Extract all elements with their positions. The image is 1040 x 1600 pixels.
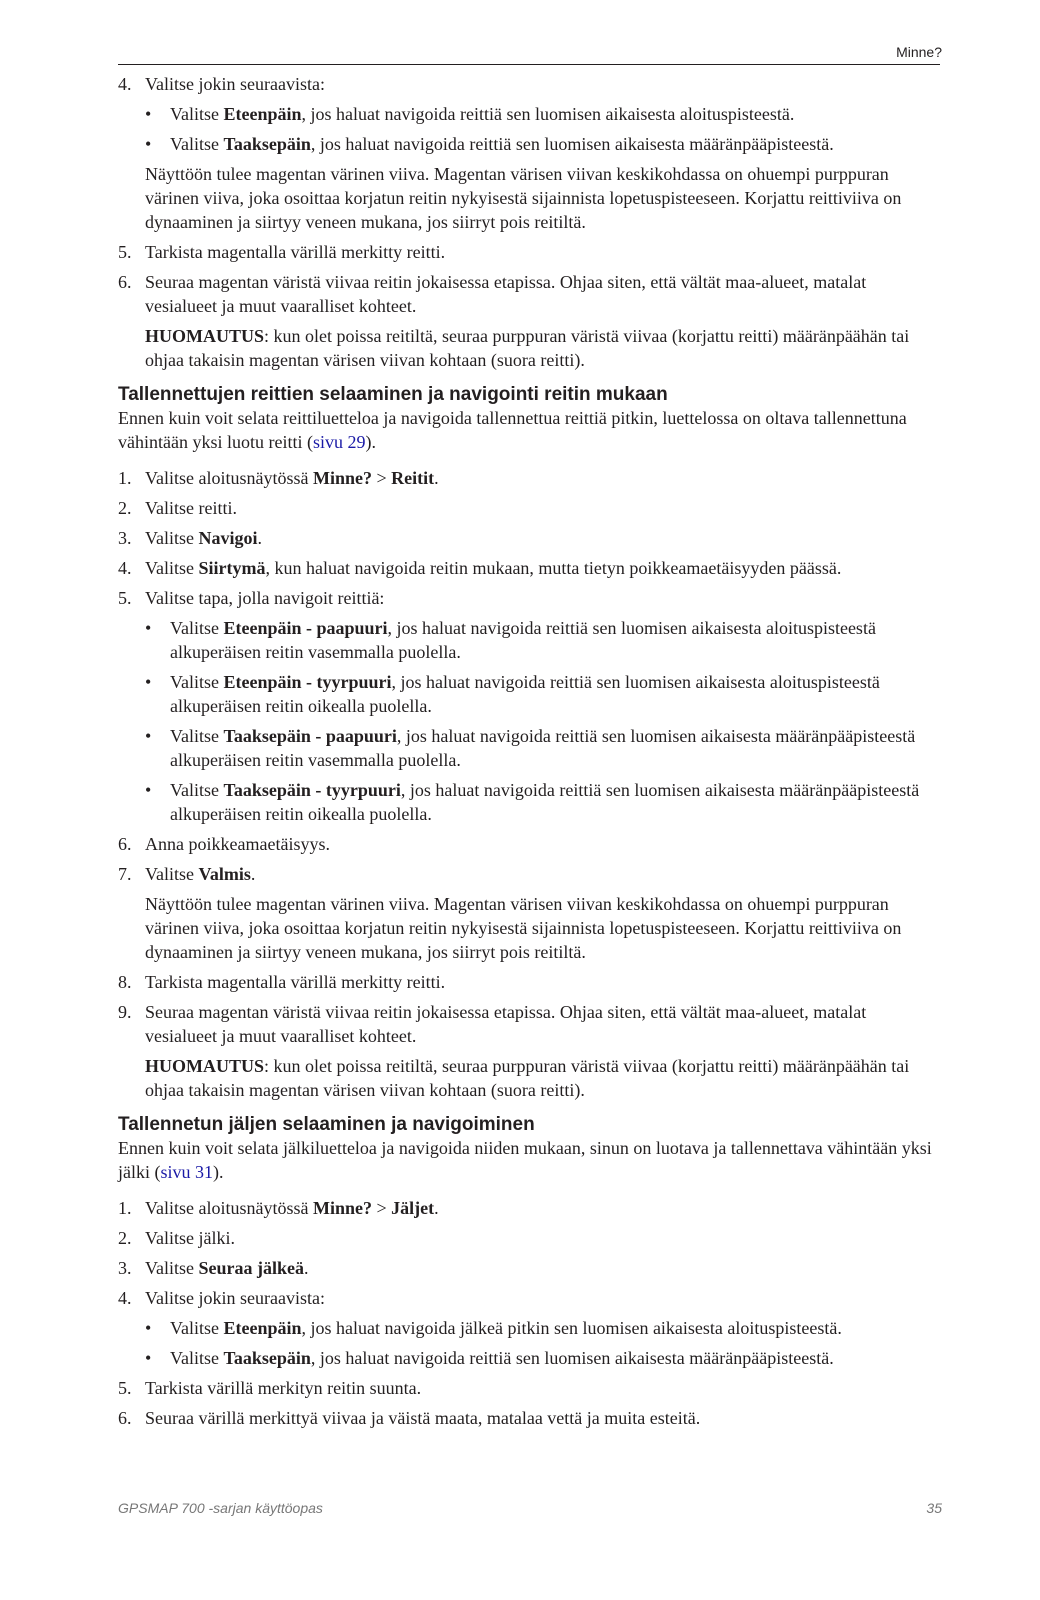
step-text: , kun haluat navigoida reitin mukaan, mutta tietyn poikkeamaetäisyyden päässä. [265,558,842,578]
step-text: Valitse tapa, jolla navigoit reittiä: [145,588,385,608]
step-text: . [434,468,439,488]
section-intro [118,406,940,454]
bullet-text: , jos haluat navigoida reittiä sen luomisen aikaisesta määränpääpisteestä alkuperäisen reitin oikealla puolella. [170,780,920,824]
bullet-text: , jos haluat navigoida reittiä sen luomisen aikaisesta määränpääpisteestä. [310,1348,834,1368]
step-text: Valitse aloitusnäytössä [145,468,313,488]
bullet-text: , jos haluat navigoida reittiä sen luomisen aikaisesta aloituspisteestä alkuperäisen reitin vasemmalla puolella. [170,618,876,662]
list-item [118,1000,940,1048]
step-number: 5. [118,588,132,608]
option-name: Eteenpäin [223,104,302,124]
bullet-item [118,778,940,826]
bullet-item [118,616,940,664]
step-number: 6. [118,272,132,292]
step-text: Valitse jälki. [145,1228,235,1248]
bullet-mark: • [145,780,152,800]
bullet-item [118,132,940,156]
bullet-item [118,1346,940,1370]
bullet-text: Valitse [170,726,224,746]
bullet-item [118,102,940,126]
note-label: HUOMAUTUS [145,326,265,346]
step-text: Valitse jokin seuraavista: [145,74,325,94]
intro-text: Ennen kuin voit selata reittiluetteloa ja navigoida tallennettua reittiä pitkin, luettelossa on oltava tallennettuna vähintään yksi luotu reitti ( [118,408,907,452]
bullet-item [118,724,940,772]
step-text: Seuraa värillä merkittyä viivaa ja väistä maata, matalaa vettä ja muita esteitä. [145,1408,701,1428]
bullet-mark: • [145,726,152,746]
step-text: . [250,864,256,884]
bullet-text: , jos haluat navigoida reittiä sen luomisen aikaisesta aloituspisteestä. [301,104,795,124]
option-name: Eteenpäin - paapuuri [223,618,388,638]
step-text: Valitse [145,864,199,884]
step-text: Valitse [145,528,199,548]
list-item [118,1226,940,1250]
list-item [118,240,940,264]
step-text: Tarkista magentalla värillä merkitty reitti. [145,242,446,262]
step-text: Valitse [145,1258,199,1278]
bullet-item [118,670,940,718]
step-text: . [304,1258,309,1278]
step-number: 3. [118,1258,132,1278]
bullet-text: Valitse [170,672,224,692]
option-name: Taaksepäin [223,1348,311,1368]
option-name: Taaksepäin - tyyrpuuri [223,780,401,800]
step-number: 6. [118,1408,132,1428]
bullet-mark: • [145,104,152,124]
step-text: Seuraa magentan väristä viivaa reitin jokaisessa etapissa. Ohjaa siten, että vältät maa-alueet, matalat vesialueet ja muut vaaralliset kohteet. [145,272,867,316]
option-name: Eteenpäin [223,1318,302,1338]
list-item [118,72,940,96]
option-name: Taaksepäin - paapuuri [223,726,397,746]
step-number: 4. [118,74,132,94]
step-number: 7. [118,864,132,884]
step-text: . [257,528,263,548]
list-item [118,1376,940,1400]
step-text: Anna poikkeamaetäisyys. [145,834,330,854]
step-number: 8. [118,972,132,992]
step-number: 4. [118,558,132,578]
step-text: Valitse aloitusnäytössä [145,1198,313,1218]
section-intro [118,1136,940,1184]
list-item [118,1256,940,1280]
bullet-mark: • [145,1348,152,1368]
header-rule [118,64,940,65]
note [118,324,940,372]
list-item [118,270,940,318]
step-number: 5. [118,242,132,262]
step-number: 1. [118,1198,132,1218]
bullet-text: , jos haluat navigoida jälkeä pitkin sen luomisen aikaisesta aloituspisteestä. [301,1318,842,1338]
option-name: Siirtymä [198,558,266,578]
step-text: Valitse [145,558,199,578]
step-number: 2. [118,498,132,518]
option-name: Taaksepäin [223,134,311,154]
bullet-text: Valitse [170,1348,224,1368]
bullet-text: Valitse [170,780,224,800]
page-reference-link[interactable]: sivu 31 [160,1162,214,1182]
bullet-mark: • [145,134,152,154]
intro-text: ). [213,1162,224,1182]
footer-manual-title: GPSMAP 700 -sarjan käyttöopas [118,1500,323,1516]
bullet-text: Valitse [170,1318,224,1338]
bullet-mark: • [145,1318,152,1338]
bullet-text: Valitse [170,134,224,154]
section-heading-routes: Tallennettujen reittien selaaminen ja navigointi reitin mukaan [118,384,668,405]
note [118,1054,940,1102]
option-name: Eteenpäin - tyyrpuuri [223,672,392,692]
step-number: 4. [118,1288,132,1308]
step-text: . [434,1198,439,1218]
list-item [118,586,940,610]
magenta-line-description: Näyttöön tulee magentan värinen viiva. Magentan värisen viivan keskikohdassa on ohuempi purppuran värinen viiva, joka osoittaa korjatun reitin nykyisestä sijainnista lopetuspisteeseen. Korjattu reittiviiva on dynaaminen ja siirtyy veneen mukana, jos siirryt pois reitiltä. [145,164,902,232]
running-header-section: Minne? [896,44,942,60]
bullet-text: , jos haluat navigoida reittiä sen luomisen aikaisesta määränpääpisteestä alkuperäisen reitin vasemmalla puolella. [170,726,916,770]
option-name: Navigoi [198,528,258,548]
menu-separator: > [372,1198,392,1218]
routes-steps-list [118,466,940,1102]
bullet-mark: • [145,618,152,638]
menu-separator: > [372,468,392,488]
step-text: Tarkista värillä merkityn reitin suunta. [145,1378,422,1398]
step-number: 2. [118,1228,132,1248]
note-text: : kun olet poissa reitiltä, seuraa purppuran väristä viivaa (korjattu reitti) määränpäähän tai ohjaa takaisin magentan värisen viivan kohtaan (suora reitti). [145,1056,910,1100]
step-text: Seuraa magentan väristä viivaa reitin jokaisessa etapissa. Ohjaa siten, että vältät maa-alueet, matalat vesialueet ja muut vaaralliset kohteet. [145,1002,867,1046]
bullet-text: Valitse [170,104,224,124]
list-item [118,466,940,490]
bullet-text: Valitse [170,618,224,638]
step-number: 5. [118,1378,132,1398]
step-text: Valitse reitti. [145,498,237,518]
menu-name: Jäljet [391,1198,435,1218]
bullet-text: , jos haluat navigoida reittiä sen luomisen aikaisesta määränpääpisteestä. [310,134,834,154]
list-item [118,832,940,856]
intro-text: ). [365,432,376,452]
list-item [118,1196,940,1220]
list-item [118,556,940,580]
step-text: Valitse jokin seuraavista: [145,1288,325,1308]
menu-name: Reitit [391,468,435,488]
step-text: Tarkista magentalla värillä merkitty reitti. [145,972,446,992]
bullet-item [118,1316,940,1340]
intro-text: Ennen kuin voit selata jälkiluetteloa ja navigoida niiden mukaan, sinun on luotava ja tallennettava vähintään yksi jälki ( [118,1138,932,1182]
list-item [118,970,940,994]
list-item [118,1406,940,1430]
bullet-text: , jos haluat navigoida reittiä sen luomisen aikaisesta aloituspisteestä alkuperäisen reitin oikealla puolella. [170,672,880,716]
magenta-line-description: Näyttöön tulee magentan värinen viiva. Magentan värisen viivan keskikohdassa on ohuempi purppuran värinen viiva, joka osoittaa korjatun reitin nykyisestä sijainnista lopetuspisteeseen. Korjattu reittiviiva on dynaaminen ja siirtyy veneen mukana, jos siirryt pois reitiltä. [145,894,902,962]
step-number: 6. [118,834,132,854]
step-number: 1. [118,468,132,488]
page-content [118,72,940,1436]
footer-page-number: 35 [926,1500,942,1516]
list-item [118,526,940,550]
option-name: Valmis [198,864,251,884]
step-number: 3. [118,528,132,548]
continued-steps-list [118,72,940,372]
menu-name: Minne? [312,468,372,488]
option-name: Seuraa jälkeä [198,1258,304,1278]
page-reference-link[interactable]: sivu 29 [312,432,366,452]
menu-name: Minne? [312,1198,372,1218]
bullet-mark: • [145,672,152,692]
note-label: HUOMAUTUS [145,1056,265,1076]
list-item [118,862,940,886]
section-heading-tracks: Tallennetun jäljen selaaminen ja navigoiminen [118,1114,535,1135]
note-text: : kun olet poissa reitiltä, seuraa purppuran väristä viivaa (korjattu reitti) määränpäähän tai ohjaa takaisin magentan värisen viivan kohtaan (suora reitti). [145,326,910,370]
list-item [118,1286,940,1310]
step-number: 9. [118,1002,132,1022]
tracks-steps-list [118,1196,940,1430]
list-item [118,496,940,520]
